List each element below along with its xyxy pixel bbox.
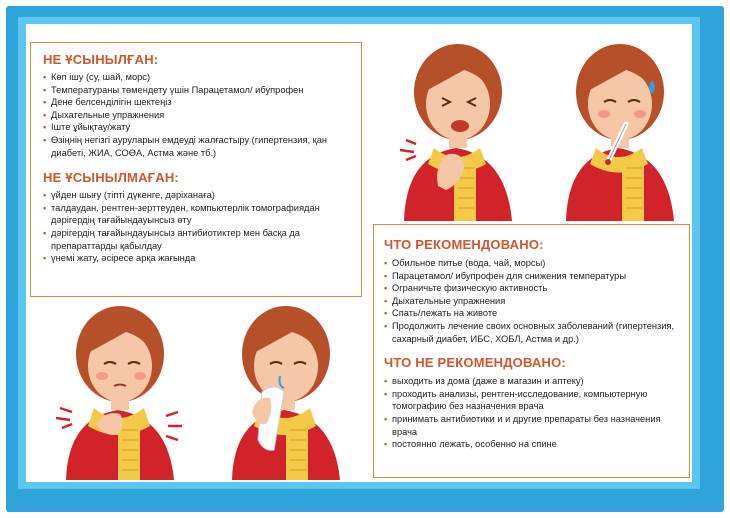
list-item: • Ограничьте физическую активность — [384, 282, 681, 295]
ru-not-recommended-title: ЧТО НЕ РЕКОМЕНДОВАНО: — [384, 355, 566, 371]
coughing-woman-icon — [394, 36, 524, 221]
list-item: • Дене белсенділігін шектеңіз — [43, 96, 353, 109]
list-item: • выходить из дома (даже в магазин и аптеку) — [384, 375, 681, 388]
poster-card — [26, 24, 692, 482]
ru-recommended-list — [384, 257, 681, 345]
list-item: • дәрігердің тағайындауынсыз антибиотиктер мен басқа да препараттарды қабылдау — [43, 227, 353, 252]
list-item: • Продолжить лечение своих основных заболеваний (гипертензия, сахарный диабет, ИБС, ХОБЛ, Астма и др.) — [384, 320, 681, 345]
list-item: • үйден шығу (тіпті дүкенге, дәріханаға) — [43, 189, 353, 202]
list-item: • Дыхательные упражнения — [384, 295, 681, 308]
fever-thermometer-woman-icon — [556, 36, 686, 221]
list-item: • постоянно лежать, особенно на спине — [384, 438, 681, 451]
list-item: • Дыхательные упражнения — [43, 109, 353, 122]
kk-not-recommended-list — [43, 189, 353, 265]
runny-nose-woman-icon — [222, 300, 352, 480]
kk-advice-box — [30, 42, 362, 297]
ru-not-recommended-list — [384, 375, 681, 451]
list-item: • Өзіңнің негізгі ауруларын емдеуді жалғастыру (гипертензия, қан диабеті, ЖИА, СОӨА, Астма және тб.) — [43, 134, 353, 159]
list-item: • Көп ішу (су, шай, морс) — [43, 71, 353, 84]
list-item: • Парацетамол/ ибупрофен для снижения температуры — [384, 270, 681, 283]
list-item: • Спать/лежать на животе — [384, 307, 681, 320]
list-item: • Обильное питье (вода, чай, морсы) — [384, 257, 681, 270]
sore-throat-woman-icon — [56, 300, 186, 480]
kk-recommended-list — [43, 71, 353, 159]
list-item: • Іште ұйықтау/жату — [43, 121, 353, 134]
kk-recommended-title: НЕ ҰСЫНЫЛҒАН: — [43, 52, 159, 67]
list-item: • Температураны төмендету үшін Парацетамол/ ибупрофен — [43, 84, 353, 97]
list-item: • үнемі жату, әсіресе арқа жағында — [43, 252, 353, 265]
list-item: • талдаудан, рентген-зерттеуден, компьютерлік томографиядан дәрігердің тағайындауынсыз өту — [43, 202, 353, 227]
ru-advice-box — [373, 224, 690, 478]
kk-not-recommended-title: НЕ ҰСЫНЫЛМАҒАН: — [43, 170, 179, 186]
ru-recommended-title: ЧТО РЕКОМЕНДОВАНО: — [384, 237, 544, 252]
list-item: • принимать антибиотики и и другие препараты без назначения врача — [384, 413, 681, 438]
list-item: • проходить анализы, рентген-исследование, компьютерную томографию без назначения врача — [384, 388, 681, 413]
